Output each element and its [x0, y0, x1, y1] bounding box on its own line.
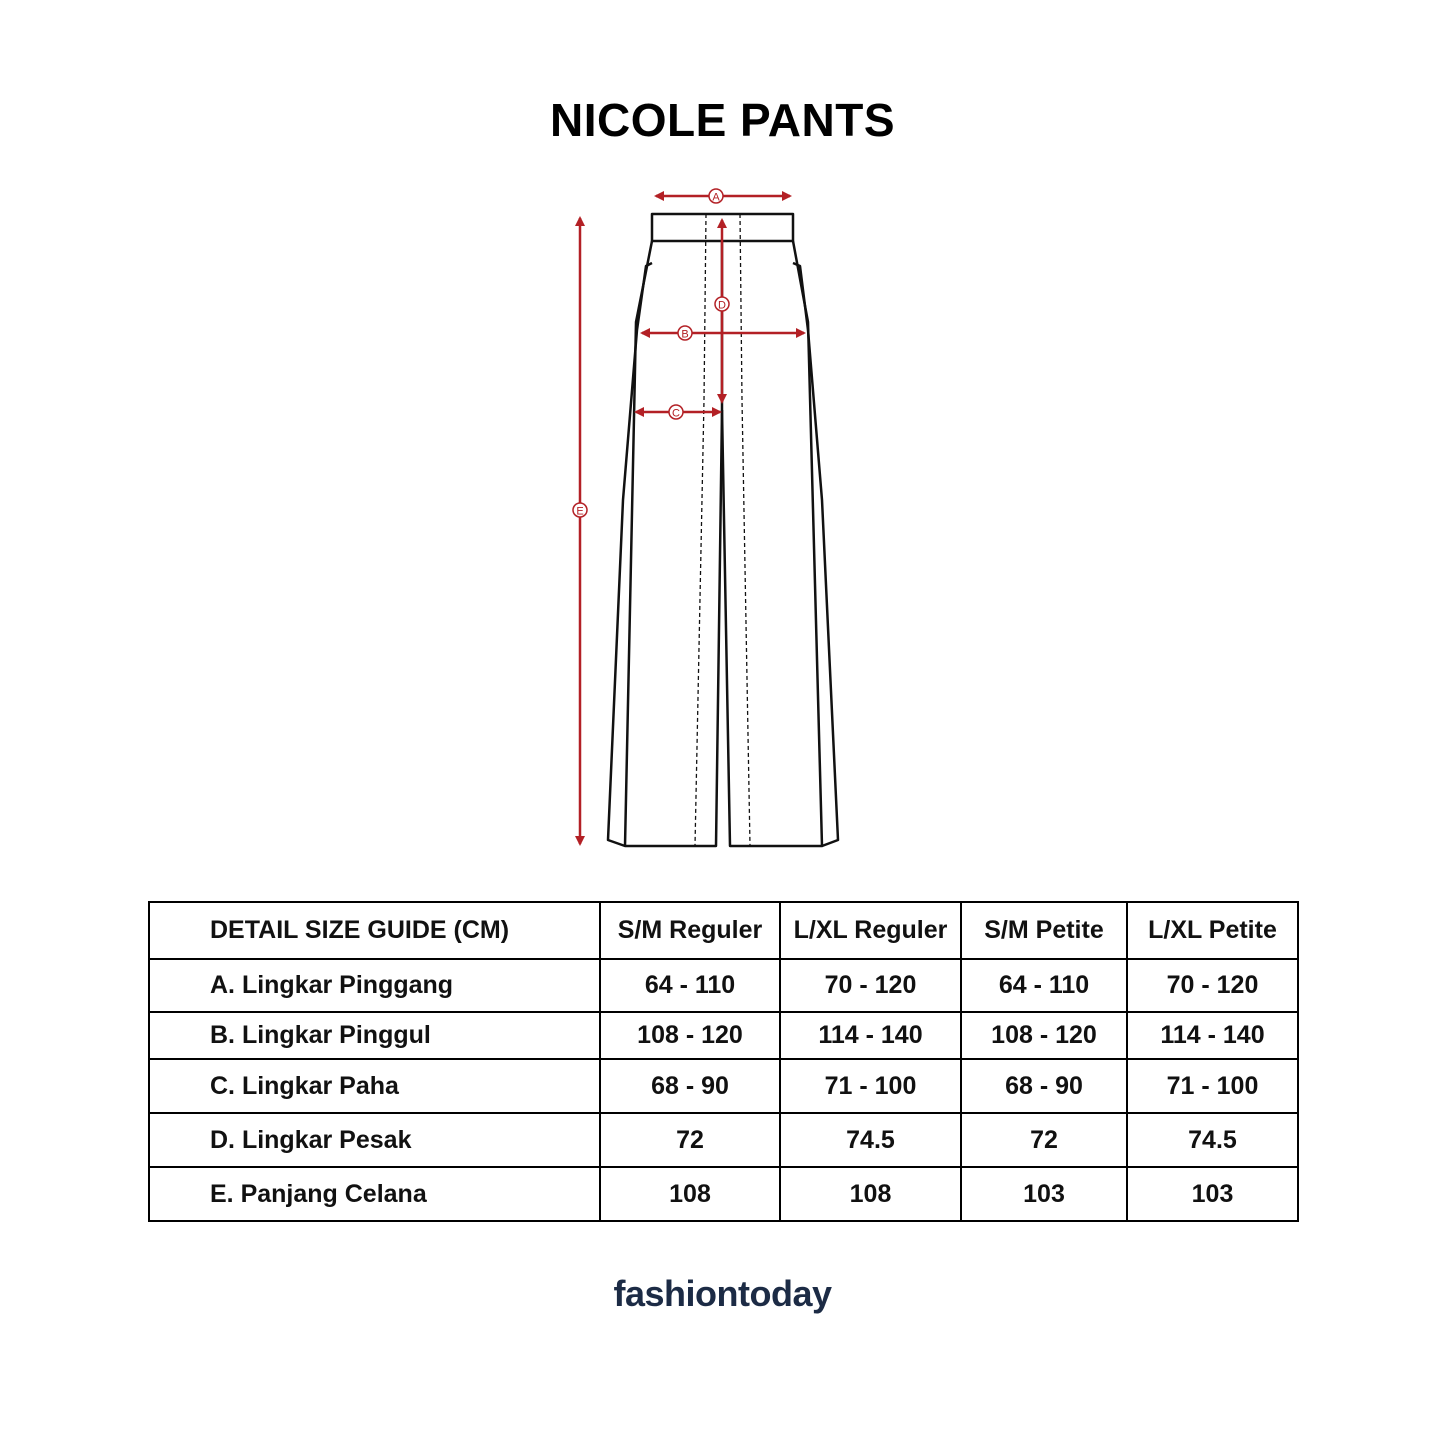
- header-lxl-reguler: L/XL Reguler: [780, 902, 961, 959]
- table-row: [149, 1113, 1298, 1167]
- cell-value: 103: [961, 1167, 1127, 1221]
- cell-value: 68 - 90: [600, 1059, 780, 1113]
- header-detail: DETAIL SIZE GUIDE (CM): [149, 902, 600, 959]
- cell-value: 64 - 110: [600, 959, 780, 1012]
- cell-value: 114 - 140: [1127, 1012, 1298, 1059]
- measure-d-rise: [715, 220, 729, 402]
- cell-value: 108 - 120: [600, 1012, 780, 1059]
- row-label: C. Lingkar Paha: [149, 1059, 600, 1113]
- size-guide-table: [148, 901, 1299, 1222]
- cell-value: 71 - 100: [1127, 1059, 1298, 1113]
- cell-value: 64 - 110: [961, 959, 1127, 1012]
- measure-e-length: [573, 218, 587, 844]
- header-sm-reguler: S/M Reguler: [600, 902, 780, 959]
- table-row: [149, 959, 1298, 1012]
- table-row: [149, 1059, 1298, 1113]
- row-label: B. Lingkar Pinggul: [149, 1012, 600, 1059]
- cell-value: 68 - 90: [961, 1059, 1127, 1113]
- header-lxl-petite: L/XL Petite: [1127, 902, 1298, 959]
- svg-text:D: D: [718, 299, 726, 312]
- header-sm-petite: S/M Petite: [961, 902, 1127, 959]
- cell-value: 74.5: [780, 1113, 961, 1167]
- table-row: [149, 1167, 1298, 1221]
- row-label: E. Panjang Celana: [149, 1167, 600, 1221]
- row-label: D. Lingkar Pesak: [149, 1113, 600, 1167]
- cell-value: 108: [780, 1167, 961, 1221]
- measure-a-waist: [656, 189, 790, 204]
- svg-text:E: E: [576, 505, 584, 518]
- measure-c-thigh: [636, 405, 720, 420]
- table-row: [149, 1012, 1298, 1059]
- page-title: NICOLE PANTS: [549, 94, 896, 146]
- cell-value: 108 - 120: [961, 1012, 1127, 1059]
- cell-value: 72: [961, 1113, 1127, 1167]
- cell-value: 103: [1127, 1167, 1298, 1221]
- cell-value: 70 - 120: [780, 959, 961, 1012]
- cell-value: 72: [600, 1113, 780, 1167]
- brand-logo: fashiontoday: [613, 1273, 832, 1314]
- cell-value: 114 - 140: [780, 1012, 961, 1059]
- table-header-row: [149, 902, 1298, 959]
- cell-value: 74.5: [1127, 1113, 1298, 1167]
- cell-value: 108: [600, 1167, 780, 1221]
- cell-value: 70 - 120: [1127, 959, 1298, 1012]
- svg-text:A: A: [712, 191, 720, 204]
- svg-text:B: B: [681, 328, 689, 341]
- cell-value: 71 - 100: [780, 1059, 961, 1113]
- row-label: A. Lingkar Pinggang: [149, 959, 600, 1012]
- svg-text:C: C: [672, 407, 680, 420]
